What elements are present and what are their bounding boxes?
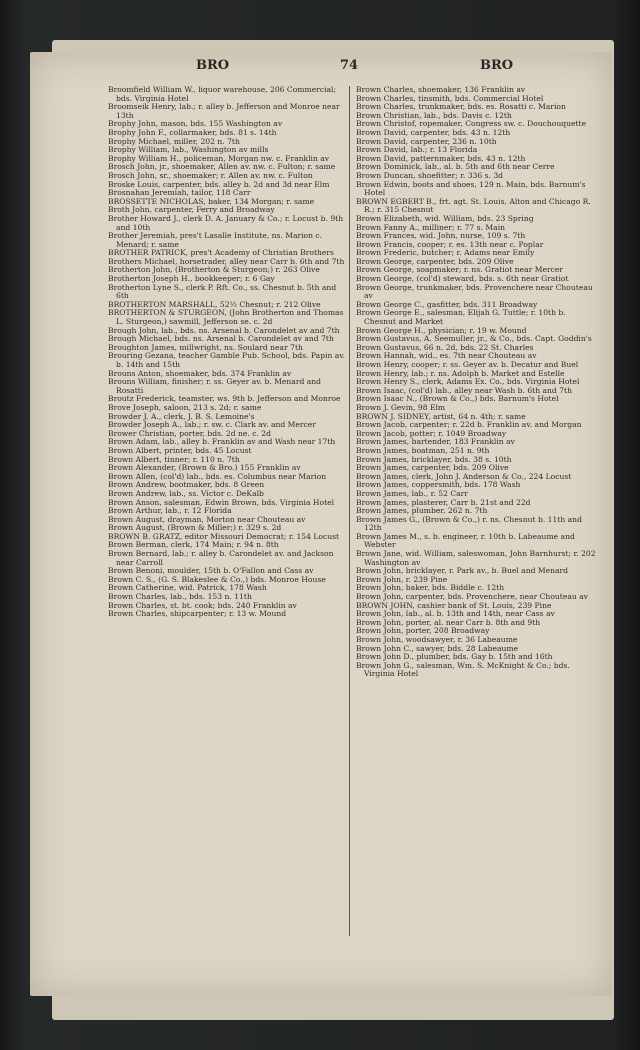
directory-entry: Brown Charles, shoemaker, 136 Franklin av (356, 85, 526, 94)
directory-entry: BROWN J. SIDNEY, artist, 64 n. 4th; r. same (356, 411, 526, 421)
directory-entry: Brown George, soapmaker; r. ns. Gratiot near Mercer (356, 265, 564, 275)
directory-entry: Brown David, carpenter, bds. 43 n. 12th (356, 127, 511, 137)
directory-entry: BROWN EGBERT B., frt. agt. St. Louis, Alton and Chicago R. R.; r. 315 Chesnut (356, 196, 591, 215)
directory-entry: Brotherton Joseph H., bookkeeper; r. 6 Gay (108, 274, 275, 284)
left-column (108, 86, 348, 619)
directory-entry: Brown James G., (Brown & Co.,) r. ns. Chesnut b. 11th and 12th (356, 514, 582, 533)
directory-entry: Brown Allen, (col'd) lab., bds. es. Columbus near Marion (108, 471, 327, 481)
directory-entry: Brown Henry, lab.; r. ns. Adolph b. Market and Estelle (356, 368, 565, 378)
directory-entry: BROTHERTON MARSHALL, 52½ Chesnut; r. 212 Olive (108, 299, 321, 309)
directory-entry: Brown Elizabeth, wid. William, bds. 23 Spring (356, 213, 534, 223)
directory-entry: Brosnahan Jeremiah, tailor, 118 Carr (108, 188, 251, 198)
directory-entry: Brown Albert, tinner; r. 110 n. 7th (108, 454, 240, 464)
directory-entry: Brown Jacob, potter; r. 1049 Broadway (356, 428, 507, 438)
directory-entry: Brown Henry, cooper; r. ss. Geyer av. b. Decatur and Buel (356, 360, 579, 369)
directory-entry: Brown James, clerk, John J. Anderson & Co., 224 Locust (356, 471, 572, 481)
directory-entry: Broth John, carpenter, Ferry and Broadway (108, 205, 275, 215)
directory-entry: Brown John, porter, 208 Broadway (356, 626, 490, 636)
directory-entry: BROTHERTON & STURGEON, (John Brotherton and Thomas L. Sturgeon,) sawmill, Jefferson se. c. 2d (108, 308, 344, 327)
directory-entry: Browder Joseph A., lab.; r. sw. c. Clark av. and Mercer (108, 420, 316, 430)
directory-entry: Brown John, bricklayer, r. Park av., b. Buel and Menard (356, 566, 569, 576)
directory-entry: Brown James, boatman, 251 n. 9th (356, 445, 490, 455)
directory-entry: Brown Isaac N., (Brown & Co.,) bds. Barnum's Hotel (356, 394, 559, 404)
directory-entry: Brown George, carpenter, bds. 209 Olive (356, 256, 514, 266)
directory-entry: Brown John C., sawyer, bds. 28 Labeaume (356, 643, 519, 653)
directory-entry: Brown James, bartender, 183 Franklin av (356, 437, 515, 447)
directory-entry: Broughton James, millwright, ns. Soulard near 7th (108, 342, 303, 352)
directory-entry: Brown August, drayman, Morton near Chouteau av (108, 514, 306, 524)
directory-entry: Browder J. A., clerk, J. B. S. Lemoine's (108, 411, 255, 421)
directory-entry: Brown Christof, ropemaker, Congress sw. c. Douchouquette (356, 119, 587, 129)
directory-entry: Brother Howard J., clerk D. A. January & Co.; r. Locust b. 9th and 10th (108, 213, 344, 232)
directory-entry: Brown John, lab., al. b. 13th and 14th, near Cass av (356, 609, 555, 619)
directory-entry: Brown C. S., (G. S. Blakeslee & Co.,) bds. Monroe House (108, 574, 326, 584)
directory-entry: Brown John D., plumber, bds. Gay b. 15th and 16th (356, 652, 553, 662)
directory-entry: Brown Charles, tinsmith, bds. Commercial Hotel (356, 93, 544, 103)
directory-entry: Brown Catherine, wid. Patrick, 178 Wash (108, 583, 267, 593)
directory-entry: Brophy John F., collarmaker, bds. 81 s. 14th (108, 127, 277, 137)
directory-entry: Brophy William, lab., Washington av mills (108, 145, 269, 155)
directory-entry: Brown Jane, wid. William, saleswoman, John Barnhurst; r. 202 Washington av (356, 549, 596, 567)
directory-entry: Brown James, coppersmith, bds. 178 Wash (356, 480, 521, 490)
directory-entry: Brown Charles, trunkmaker, bds. es. Rosatti c. Marion (356, 102, 566, 112)
directory-entry: Brown Benoni, moulder, 15th b. O'Fallon and Cass av (108, 566, 314, 576)
directory-entry: Brown David, carpenter, 236 n. 10th (356, 136, 497, 146)
directory-entry: BROSSETTE NICHOLAS, baker, 134 Morgan; r. same (108, 196, 315, 206)
directory-entry: Brotherton John, (Brotherton & Sturgeon;) r. 263 Olive (108, 265, 320, 275)
directory-entry: Brown Berman, clerk, 174 Main; r. 94 n. 8th (108, 540, 279, 550)
directory-entry: BROTHER PATRICK, pres't Academy of Christian Brothers (108, 248, 334, 258)
directory-entry: Brown David, patternmaker, bds. 43 n. 12th (356, 153, 526, 163)
directory-entry: Broutz Frederick, teamster, ws. 9th b. Jefferson and Monroe (108, 394, 341, 404)
directory-entry: Brown James, plumber, 262 n. 7th (356, 506, 488, 516)
directory-entry: Brown Charles, st. bt. cook; bds. 240 Franklin av (108, 600, 297, 610)
directory-entry: Brown George, (col'd) steward, bds. s. 6th near Gratiot (356, 274, 569, 284)
directory-entry: Brown Albert, printer, bds. 45 Locust (108, 445, 252, 455)
directory-entry: BROWN B. GRATZ, editor Missouri Democrat; r. 154 Locust (108, 531, 340, 541)
directory-entry: Brown Edwin, boots and shoes, 129 n. Main, bds. Barnum's Hotel (356, 179, 586, 198)
running-head-left: BRO (196, 58, 230, 73)
directory-entry: Brown James, bricklayer, bds. 38 s. 10th (356, 454, 512, 464)
directory-entry: Broomseik Henry, lab.; r. alley b. Jefferson and Monroe near 13th (108, 102, 340, 120)
directory-entry: Brown Adam, lab., alley b. Franklin av and Wash near 17th (108, 437, 336, 447)
directory-entry: Brown Frederic, butcher; r. Adams near Emily (356, 248, 535, 258)
directory-entry: Brown John, woodsawyer, r. 36 Labeaume (356, 635, 518, 644)
directory-entry: Brown Andrew, bootmaker, bds. 8 Green (108, 480, 265, 490)
directory-entry: Brown John, carpenter, bds. Provenchere, near Chouteau av (356, 592, 588, 602)
directory-entry: Brown Christian, lab., bds. Davis c. 12th (356, 110, 512, 120)
directory-entry: Brosch John, sr., shoemaker; r. Allen av. nw. c. Fulton (108, 170, 313, 180)
directory-entry: Brophy John, mason, bds. 155 Washington av (108, 119, 283, 129)
directory-entry: Brown Francis, cooper; r. es. 13th near c. Poplar (356, 239, 544, 249)
directory-entry: Brown Anson, salesman, Edwin Brown, bds. Virginia Hotel (108, 497, 335, 507)
directory-entry: Brove Joseph, saloon, 213 s. 2d; r. same (108, 402, 262, 412)
directory-entry: Brown August, (Brown & Miller;) r. 329 s. 2d (108, 523, 282, 533)
directory-entry: Brown Gustavus, A. Seemuller, jr., & Co., bds. Capt. Goddin's (356, 334, 592, 344)
directory-entry: Brown George H., physician; r. 19 w. Mound (356, 325, 527, 335)
directory-entry: Brown John G., salesman, Wm. S. McKnight & Co.; bds. Virginia Hotel (356, 660, 570, 679)
directory-entry: Brown James, plasterer, Carr b. 21st and 22d (356, 497, 531, 507)
directory-entry: Brown David, lab.; r. 13 Florida (356, 145, 478, 155)
directory-entry: Broomfield William W., liquor warehouse, 206 Commercial; bds. Virginia Hotel (108, 85, 337, 103)
directory-entry: Brophy Michael, miller, 202 n. 7th (108, 136, 240, 146)
directory-entry: Brown Charles, lab., bds. 153 n. 11th (108, 592, 252, 602)
directory-entry: Brown Dominick, lab., al. b. 5th and 6th near Cerre (356, 162, 555, 172)
page-number: 74 (340, 58, 359, 73)
directory-entry: Brown James, lab., r. 52 Carr (356, 488, 468, 498)
directory-entry: Brown Duncan, shoefitter; r. 336 s. 3d (356, 170, 504, 180)
directory-entry: Brother Jeremiah, pres't Lasalle Institute, ns. Marion c. Menard; r. same (108, 231, 323, 249)
running-head-right: BRO (480, 58, 514, 73)
right-column (356, 86, 596, 679)
directory-entry: Brower Christian, porter, bds. 2d ne. c. 2d (108, 428, 271, 438)
directory-entry: Brothers Michael, horsetrader, alley near Carr b. 6th and 7th (108, 256, 345, 266)
directory-entry: Broske Louis, carpenter, bds. alley b. 2d and 3d near Elm (108, 179, 330, 189)
directory-entry: Brown Arthur, lab., r. 12 Florida (108, 506, 232, 516)
directory-entry: Brown Fanny A., milliner; r. 77 s. Main (356, 222, 506, 232)
directory-entry: Brown Henry S., clerk, Adams Ex. Co., bds. Virginia Hotel (356, 377, 580, 387)
directory-entry: Brown Charles, shipcarpenter; r. 13 w. Mound (108, 609, 287, 619)
directory-entry: Brown Andrew, lab., ss. Victor c. DeKalb (108, 488, 264, 498)
directory-entry: Brough John, lab., bds. ns. Arsenal b. Carondelet av and 7th (108, 325, 340, 335)
directory-entry: Brown Gustavus, 66 n. 2d, bds. 22 St. Charles (356, 342, 534, 352)
directory-entry: Brophy William H., policeman, Morgan nw. c. Franklin av (108, 153, 330, 163)
directory-entry: Brown James, carpenter, bds. 209 Olive (356, 463, 509, 473)
directory-entry: Brouns Anton, shoemaker, bds. 374 Franklin av (108, 368, 292, 378)
directory-entry: Brown Alexander, (Brown & Bro.) 155 Franklin av (108, 463, 301, 473)
directory-entry: Brosch John, jr., shoemaker, Allen av. nw. c. Fulton; r. same (108, 162, 336, 172)
directory-entry: Brough Michael, bds. ns. Arsenal b. Carondelet av and 7th (108, 334, 334, 344)
directory-entry: Brown James M., s. b. engineer, r. 10th b. Labeaume and Webster (356, 531, 575, 550)
directory-entry: Brown Isaac, (col'd) lab., alley near Wash b. 6th and 7th (356, 385, 572, 395)
directory-entry: Brown Frances, wid. John, nurse, 109 s. 7th (356, 231, 526, 241)
directory-entry: Brown John, baker, bds. Biddle c. 12th (356, 583, 505, 593)
column-divider (349, 86, 350, 936)
directory-entry: Brown John, porter, al. near Carr b. 8th and 9th (356, 617, 541, 627)
directory-entry: Brown Bernard, lab.; r. alley b. Carondelet av. and Jackson near Carroll (108, 549, 334, 567)
directory-entry: Brown John, r. 239 Pine (356, 574, 448, 584)
directory-entry: BROWN JOHN, cashier bank of St. Louis, 239 Pine (356, 600, 552, 610)
directory-entry: Brown George E., salesman, Elijah G. Tuttle; r. 10th b. Chesnut and Market (356, 308, 566, 327)
directory-entry: Brown J. Gevin, 98 Elm (356, 402, 446, 412)
directory-entry: Brouring Gezana, teacher Gamble Pub. School, bds. Papin av. b. 14th and 15th (108, 351, 346, 369)
directory-entry: Brown Jacob, carpenter; r. 22d b. Franklin av. and Morgan (356, 420, 582, 430)
directory-entry: Brown George C., gasfitter, bds. 311 Broadway (356, 299, 538, 309)
directory-entry: Brown George, trunkmaker, bds. Provenchere near Chouteau av (356, 282, 593, 301)
directory-entry: Brotherton Lyne S., clerk P. Rft. Co., ss. Chesnut b. 5th and 6th (108, 282, 337, 301)
directory-entry: Brown Hannah, wid., es. 7th near Chouteau av (356, 351, 537, 361)
directory-entry: Brouns William, finisher; r. ss. Geyer av. b. Menard and Rosatti (108, 377, 322, 395)
